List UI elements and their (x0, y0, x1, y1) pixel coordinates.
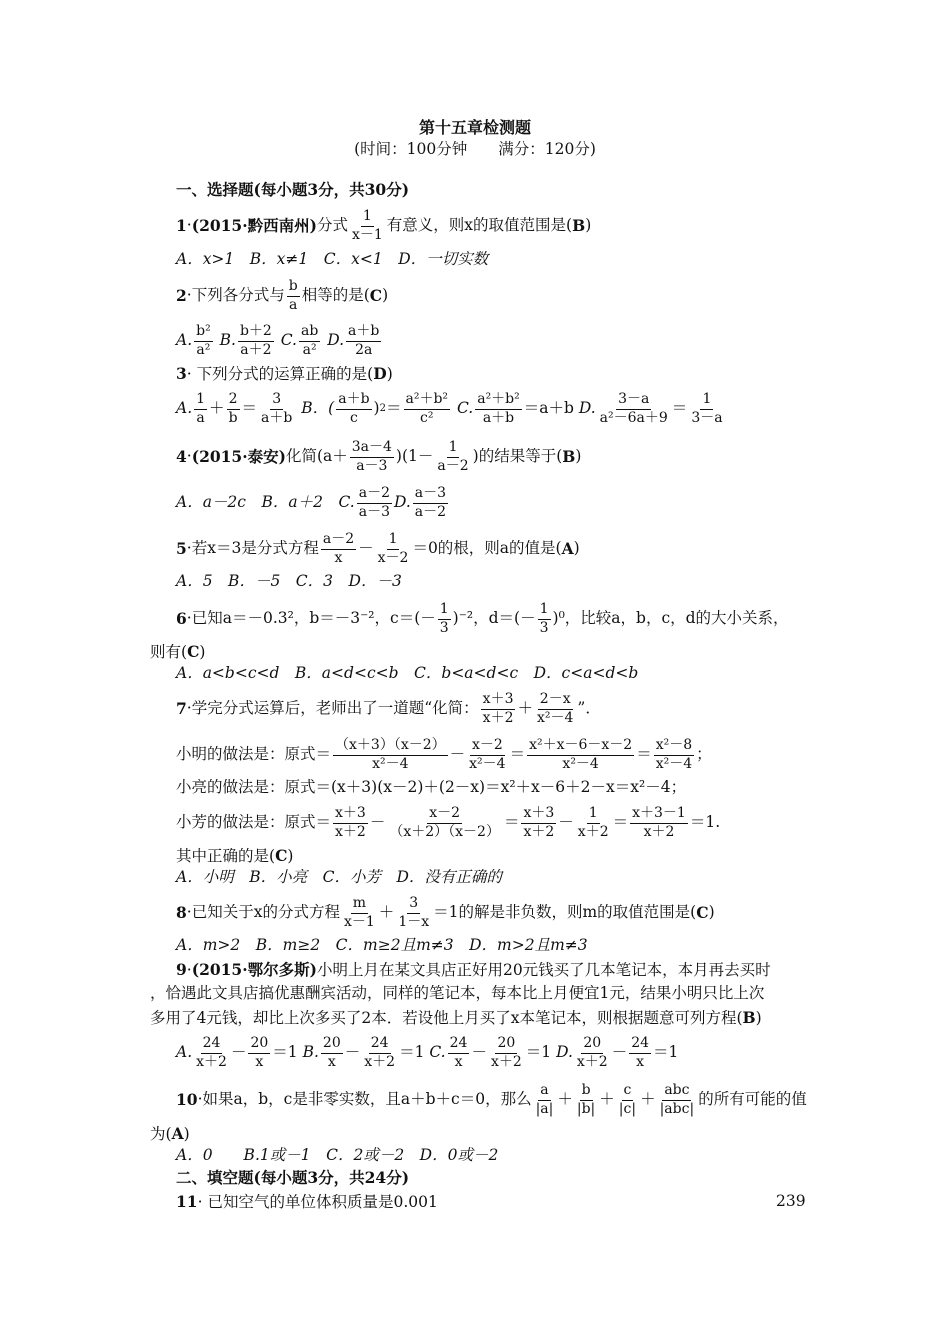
q2-b-den: a＋2 (240, 341, 272, 358)
q9-b2-den: x＋2 (364, 1053, 396, 1070)
q4-f2-den: a－2 (437, 457, 469, 474)
q10-number: 10 (176, 1090, 198, 1110)
q9-source: (2015·鄂尔多斯) (191, 960, 317, 979)
q2-a-den: a² (196, 341, 211, 358)
q8-pre: 已知关于x的分式方程 (191, 903, 340, 922)
q4-option-d-label: D. (393, 493, 411, 512)
q2-frac-num: b (287, 278, 300, 297)
q1-dot: · (186, 216, 192, 235)
q5-f1-den: x (334, 549, 343, 566)
q9-b2-num: 24 (369, 1035, 391, 1054)
q7-f1-den: x＋2 (482, 709, 514, 726)
q6-f2-num: 1 (538, 601, 551, 620)
q3-b-frac (336, 391, 371, 427)
q4-source: (2015·泰安) (191, 447, 286, 467)
q3-br-den: c² (420, 409, 434, 426)
q3-d-result (689, 391, 724, 427)
q10-close: ) (183, 1125, 190, 1143)
q3-option-a-label: A. (176, 399, 193, 418)
q2-option-d-label: D. (322, 331, 345, 350)
q2-pre: 下列各分式与 (191, 286, 285, 305)
q7-fang-pre: 小芳的做法是：原式＝ (176, 813, 332, 832)
q7-pre: 学完分式运算后，老师出了一道题“化简： (191, 699, 479, 718)
q7-k5-num: x＋3－1 (630, 805, 688, 824)
q8-f2-num: 3 (407, 895, 420, 914)
q8-f1-num: m (351, 895, 368, 914)
q8-answer: C (696, 903, 709, 923)
question-10: 10 · 如果a，b，c是非零实数，且a＋b＋c＝0，那么 $\frac{a}{|a|}$ ＋ $\frac{b}{|b|}$ ＋ $\frac{c}{|c|}$ ＋ abc |abc| 的所有可能的值 (176, 1082, 807, 1117)
q5-close: ) (573, 539, 580, 558)
q2-c-num: ab (299, 323, 320, 342)
q3-text: 下列分式的运算正确的是( (196, 365, 374, 383)
q2-b-num: b＋2 (238, 323, 274, 342)
q7-dot: · (186, 699, 192, 718)
q2-option-c (299, 323, 320, 359)
q7-k5-den: x＋2 (643, 823, 675, 840)
q7-m1-den: x²－4 (372, 755, 409, 772)
q8-frac1 (342, 895, 377, 931)
q10-line2-text: 为( (150, 1125, 172, 1143)
q4-d-den: a－2 (414, 503, 447, 520)
q3-d-num: 3－a (616, 391, 651, 410)
q5-options: A．5 B．－5 C．3 D．－3 (176, 572, 402, 590)
q1-answer: B (572, 216, 586, 236)
q11-text: 已知空气的单位体积质量是0.001 (207, 1193, 438, 1211)
q9-d1-num: 20 (581, 1035, 603, 1054)
q10-line2 (150, 1126, 190, 1143)
q5-pre: 若x＝3是分式方程 (191, 539, 319, 558)
question-2 (176, 276, 388, 316)
q7-answer: C (275, 846, 288, 865)
q6-f2-den: 3 (539, 619, 549, 636)
q7-number: 7 (176, 699, 187, 719)
q3-a3-num: 3 (270, 391, 283, 410)
q9-a1-den: x＋2 (196, 1053, 227, 1070)
q7-xiaoliang: 小亮的做法是：原式＝(x＋3)(x－2)＋(2－x)＝x²＋x－6＋2－x＝x²－4； (176, 778, 687, 796)
question-4 (176, 436, 581, 478)
q2-fraction (287, 278, 300, 314)
q4-close: ) (575, 447, 582, 466)
q3-number: 3 (176, 364, 187, 383)
q9-option-c-label: C. (424, 1043, 446, 1062)
q4-post: )的结果等于( (472, 447, 563, 466)
q9-b1-den: x (327, 1053, 336, 1070)
q2-option-c-label: C. (275, 331, 297, 350)
q4-f1-den: a－3 (356, 457, 388, 474)
q7-f2-num: 2－x (538, 691, 573, 710)
q8-options: A．m>2 B．m≥2 C．m≥2且m≠3 D．m>2且m≠3 (176, 936, 588, 954)
q9-d2-den: x (636, 1053, 645, 1070)
q2-number: 2 (176, 286, 187, 306)
q7-options: A．小明 B．小亮 C．小芳 D．没有正确的 (176, 868, 502, 886)
q7-m3 (527, 737, 634, 773)
q9-b1-num: 20 (321, 1035, 343, 1054)
q5-frac1 (321, 531, 356, 567)
q8-f1-den: x－1 (343, 913, 375, 930)
q2-option-b-label: B. (214, 331, 236, 350)
q10-f1-den: |a| (535, 1100, 554, 1117)
q7-ming-end: ； (696, 745, 712, 764)
q1-number: 1 (176, 216, 187, 236)
q6-f1-den: 3 (439, 619, 449, 636)
q7-m2-den: x²－4 (469, 755, 506, 772)
q3-a1-den: a (196, 409, 205, 426)
q7-f1-num: x＋3 (481, 691, 516, 710)
q7-close: ) (287, 847, 294, 865)
q5-number: 5 (176, 539, 187, 559)
q5-f2-den: x－2 (377, 549, 409, 566)
q9-a-eq: ＝1 (272, 1043, 298, 1062)
q9-a2 (248, 1035, 270, 1071)
q9-line1: 小明上月在某文具店正好用20元钱买了几本笔记本，本月再去买时 (316, 961, 771, 979)
q10-f1-num: a (538, 1082, 550, 1101)
q3-br-num: a²＋b² (404, 391, 451, 410)
q7-xiaofang: 小芳的做法是：原式＝ $\frac{x+3}{x+2}$ － $\frac{x-2}{(x+2)(x-2)}$ ＝ $\frac{x+3}{x+2}$ － $\frac{1}{x+2}$ ＝ $\frac{x+3-1}{x+2}$ ＝1. (176, 805, 721, 840)
q4-number: 4 (176, 447, 187, 467)
q3-c-num: a²＋b² (475, 391, 522, 410)
q4-pre: 化简(a＋ (285, 447, 348, 466)
q6-p2: )⁻²，d＝(－ (452, 609, 536, 628)
question-6 (176, 598, 789, 640)
q8-close: ) (708, 903, 715, 922)
question-7: 7 · 学完分式运算后，老师出了一道题“化简： $\frac{x+3}{x+2}$ ＋ $\frac{2-x}{\text{x²－4}}$ ”． (176, 691, 601, 726)
q9-b2 (362, 1035, 397, 1071)
q10-options: A．0 B.1或－1 C．2或－2 D．0或－2 (176, 1146, 499, 1164)
q1-options: A．x>1 B．x≠1 C．x<1 D．一切实数 (176, 250, 489, 268)
question-5: 5 · 若x＝3是分式方程 $\frac{a-2}{x}$ － $\frac{1}{x-2}$ ＝0的根，则a的值是( A ) (176, 531, 580, 566)
q3-answer: D (373, 364, 387, 383)
q4-options-ab: A．a－2c B．a＋2 C. (176, 493, 355, 512)
q3-b-result (404, 391, 451, 427)
q7-m2-num: x－2 (470, 737, 505, 756)
q9-a2-num: 20 (248, 1035, 270, 1054)
q3-dr-num: 1 (700, 391, 713, 410)
q10-frac4 (658, 1082, 697, 1118)
section-heading-choice: 一、选择题(每小题3分，共30分) (176, 180, 410, 199)
q9-options: A. $\frac{24}{x+2}$ － $\frac{20}{x}$ ＝1 B. $\frac{20}{x}$ － $\frac{24}{x+2}$ ＝1 C. $\frac{24}{x}$ － $\frac{20}{x+2}$ ＝1 D. $\frac{20}{x+2}$ － $\frac{24}{x}$ ＝1 (176, 1035, 679, 1070)
q7-k2-num: x－2 (427, 805, 462, 824)
q7-k2 (387, 805, 502, 841)
q10-answer: A (171, 1124, 184, 1143)
q9-a2-den: x (255, 1053, 264, 1070)
q5-f1-num: a－2 (321, 531, 356, 550)
q8-f2-den: 1－x (398, 913, 430, 930)
q3-c-result: ＝a＋b (523, 399, 574, 418)
q9-b1 (321, 1035, 343, 1071)
q1-close: ) (585, 216, 592, 235)
q9-c1-den: x (454, 1053, 463, 1070)
q4-mid: )(1－ (395, 447, 434, 466)
q9-answer: B (742, 1008, 756, 1027)
q7-k1-den: x＋2 (335, 823, 366, 840)
q8-dot: · (186, 903, 192, 922)
q4-options (176, 482, 450, 524)
q9-c2-num: 20 (495, 1035, 517, 1054)
page-title: 第十五章检测题 (418, 118, 531, 137)
q6-frac1 (438, 601, 451, 637)
question-9 (176, 962, 771, 979)
q10-pre: 如果a，b，c是非零实数，且a＋b＋c＝0，那么 (202, 1090, 532, 1109)
q2-dot: · (186, 286, 192, 305)
q5-post: ＝0的根，则a的值是( (412, 539, 562, 558)
q2-option-a (194, 323, 213, 359)
q2-option-b (238, 323, 274, 359)
q6-close: ) (199, 643, 206, 661)
q4-c-num: a－2 (357, 485, 392, 504)
q10-dot: · (197, 1090, 203, 1109)
q7-k4-num: 1 (587, 805, 600, 824)
q11-dot: · (197, 1193, 203, 1211)
q9-d2-num: 24 (629, 1035, 651, 1054)
q7-k3-den: x＋2 (523, 823, 555, 840)
q10-f4-num: abc (662, 1082, 691, 1101)
q7-k1-num: x＋3 (333, 805, 368, 824)
q9-number: 9 (176, 960, 187, 979)
q7-m4 (654, 737, 694, 773)
q11-number: 11 (176, 1192, 198, 1211)
q3-a1-num: 1 (194, 391, 207, 410)
q3-options: A. $\frac{1}{a}$ ＋ $\frac{2}{b}$ ＝ $\frac{3}{a+b}$ B．( $\frac{a+b}{c}$ ) 2 ＝ $\frac{\text{a²＋b²}}{\text{c²}}$ C. $\frac{\text{a²＋b²}}{a+b}$ ＝a＋b D. $\frac{3-a}{\text{a²－6a＋9}}$ ＝ $\frac{1}{3-a}$ (176, 391, 723, 426)
q2-close: ) (382, 286, 389, 305)
q7-q-text: 其中正确的是( (176, 847, 276, 865)
q9-d1-den: x＋2 (576, 1053, 608, 1070)
q6-p1: 已知a＝－0.3²，b＝－3⁻²，c＝(－ (191, 609, 436, 628)
q10-f3-den: |c| (618, 1100, 637, 1117)
q7-k3-num: x＋3 (521, 805, 556, 824)
q1-pre: 分式 (316, 216, 348, 235)
q6-line2-text: 则有( (150, 643, 188, 661)
q2-d-den: 2a (355, 341, 373, 358)
q7-xiaoming: 小明的做法是：原式＝ $\frac{(x+3)(x-2)}{\text{x²－4}}$ － $\frac{x-2}{\text{x²－4}}$ ＝ $\frac{\text{x²＋x－6－x－2}}{\text{x²－4}}$ ＝ $\frac{\text{x²－8}}{\text{x²－4}}$ ； (176, 737, 712, 772)
q3-close: ) (386, 365, 393, 383)
q3-option-d-label: D. (573, 399, 596, 418)
q9-dot: · (186, 961, 192, 979)
q7-m3-den: x²－4 (562, 755, 599, 772)
q7-k4 (576, 805, 611, 841)
q3-a3-den: a＋b (261, 409, 293, 426)
page-number: 239 (776, 1192, 806, 1210)
q7-k5 (630, 805, 688, 841)
q1-fraction (350, 208, 385, 244)
q4-d-num: a－3 (413, 485, 448, 504)
q2-d-num: a＋b (346, 323, 381, 342)
q9-b-eq: ＝1 (399, 1043, 425, 1062)
q9-line2: ，恰遇此文具店搞优惠酬宾活动，同样的笔记本，每本比上月便宜1元，结果小明只比上次 (150, 984, 765, 1002)
q7-m3-num: x²＋x－6－x－2 (527, 737, 634, 756)
q5-frac2 (376, 531, 411, 567)
q10-f2-num: b (580, 1082, 593, 1101)
q4-dot: · (186, 447, 192, 466)
question-3 (176, 366, 393, 383)
q4-frac1 (350, 439, 394, 475)
q9-option-b-label: B. (297, 1043, 319, 1062)
q3-d-frac (598, 391, 670, 427)
q5-dot: · (186, 539, 192, 558)
q7-frac1 (481, 691, 516, 727)
q1-frac-den: x－1 (351, 226, 383, 243)
q9-c1-num: 24 (448, 1035, 470, 1054)
q9-d2 (629, 1035, 651, 1071)
q3-option-c-label: C. (452, 399, 474, 418)
q7-m4-den: x²－4 (655, 755, 693, 772)
q6-options: A．a<b<c<d B．a<d<c<b C．b<a<d<c D．c<a<d<b (176, 664, 639, 682)
q9-line3 (150, 1010, 762, 1027)
q10-f3-num: c (622, 1082, 634, 1101)
q4-option-d (413, 485, 448, 521)
q5-answer: A (561, 539, 574, 559)
q8-number: 8 (176, 903, 187, 923)
q2-option-a-label: A. (176, 331, 193, 350)
q1-frac-num: 1 (361, 208, 374, 227)
q9-c2-den: x＋2 (490, 1053, 522, 1070)
q7-m2 (467, 737, 507, 773)
page-subtitle: (时间：100分钟 满分：120分) (354, 140, 596, 158)
q3-a-frac3 (259, 391, 294, 427)
q9-close: ) (755, 1009, 762, 1027)
q10-f4-den: |abc| (659, 1100, 695, 1117)
q2-option-d (346, 323, 381, 359)
q3-option-b-label: B．( (296, 399, 335, 418)
q7-m1-num: （x＋3）（x－2） (333, 737, 448, 756)
q6-line2 (150, 644, 205, 661)
q3-dot: · (186, 365, 192, 383)
q10-frac1 (534, 1082, 556, 1118)
q7-k1 (333, 805, 368, 841)
q8-frac2 (396, 895, 431, 931)
q7-post: ”． (577, 699, 601, 718)
q3-a-frac1 (194, 391, 207, 427)
q3-a2-num: 2 (227, 391, 240, 410)
question-11 (176, 1194, 438, 1211)
q3-a-frac2 (227, 391, 240, 427)
q4-c-den: a－3 (358, 503, 390, 520)
q3-dr-den: 3－a (691, 409, 723, 426)
q7-k4-den: x＋2 (577, 823, 609, 840)
q7-frac2 (535, 691, 575, 727)
q10-f2-den: |b| (576, 1100, 596, 1117)
q4-option-c (357, 485, 392, 521)
q1-source: (2015·黔西南州) (191, 216, 317, 236)
q9-c1 (448, 1035, 470, 1071)
q2-c-den: a² (302, 341, 317, 358)
q9-d-eq: ＝1 (653, 1043, 679, 1062)
q3-d-den: a²－6a＋9 (599, 409, 668, 426)
q7-ming-pre: 小明的做法是：原式＝ (176, 745, 332, 764)
q9-option-d-label: D. (551, 1043, 573, 1062)
q9-d1 (575, 1035, 610, 1071)
q8-post: ＝1的解是非负数，则m的取值范围是( (433, 903, 697, 922)
q4-answer: B (562, 447, 576, 467)
q7-k2-den: （x＋2）（x－2） (389, 823, 500, 840)
question-1 (176, 206, 591, 246)
q6-frac2 (538, 601, 551, 637)
q5-f2-num: 1 (387, 531, 400, 550)
q9-a1-num: 24 (201, 1035, 223, 1054)
q4-f2-num: 1 (447, 439, 460, 458)
q2-a-num: b² (194, 323, 213, 342)
q3-c-den: a＋b (482, 409, 515, 426)
q9-c-eq: ＝1 (525, 1043, 552, 1062)
q9-line3-text: 多用了4元钱，却比上次多买了2本．若设他上月买了x本笔记本，则根据题意可列方程( (150, 1009, 743, 1027)
q2-post: 相等的是( (301, 286, 370, 305)
q2-options (176, 320, 383, 362)
q3-b-den: c (349, 409, 358, 426)
q9-option-a-label: A. (176, 1043, 193, 1062)
q7-question (176, 848, 293, 865)
q1-post: 有意义，则x的取值范围是( (386, 216, 573, 235)
question-8: 8 · 已知关于x的分式方程 $\frac{m}{x-1}$ ＋ $\frac{3}{1-x}$ ＝1的解是非负数，则m的取值范围是( C ) (176, 895, 715, 930)
q7-k3 (521, 805, 556, 841)
q9-c2 (489, 1035, 524, 1071)
section-heading-fill: 二、填空题(每小题3分，共24分) (176, 1168, 410, 1187)
q10-post: 的所有可能的值 (698, 1090, 807, 1109)
q3-a2-den: b (228, 409, 238, 426)
q3-b-num: a＋b (336, 391, 371, 410)
q6-answer: C (187, 642, 200, 661)
q6-p3: )⁰，比较a，b，c，d的大小关系， (552, 609, 789, 628)
q7-fang-end: ＝1. (689, 813, 721, 832)
q7-m1 (333, 737, 448, 773)
q6-number: 6 (176, 609, 187, 629)
q2-answer: C (369, 286, 383, 306)
q9-a1 (194, 1035, 229, 1071)
q7-f2-den: x²－4 (537, 709, 574, 726)
q10-frac2 (575, 1082, 597, 1118)
q3-c-frac (475, 391, 522, 427)
q7-m4-num: x²－8 (654, 737, 694, 756)
q6-dot: · (186, 609, 192, 628)
q10-frac3 (617, 1082, 638, 1118)
q6-f1-num: 1 (438, 601, 451, 620)
q2-frac-den: a (289, 296, 298, 313)
q4-frac2 (435, 439, 470, 475)
q4-f1-num: 3a－4 (350, 439, 394, 458)
